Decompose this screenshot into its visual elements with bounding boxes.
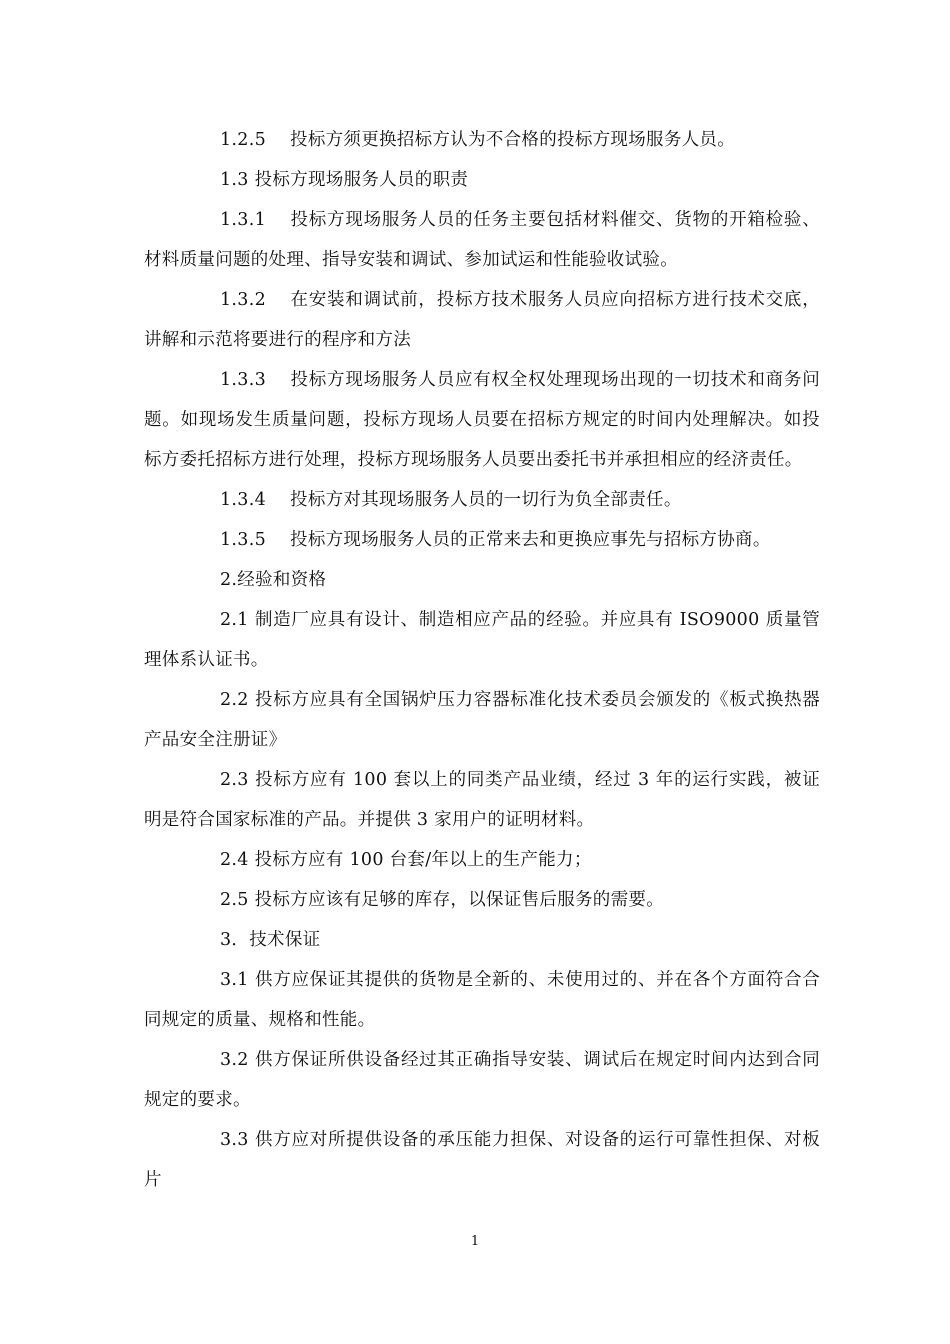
paragraph-p-2-1 — [144, 600, 820, 680]
section-number: 2.4 — [220, 850, 249, 870]
document-body — [144, 120, 820, 1200]
paragraph-p-3-1 — [144, 960, 820, 1040]
paragraph-text: 经验和资格 — [237, 570, 327, 590]
paragraph-p-3 — [144, 920, 820, 960]
section-number: 2. — [220, 570, 238, 590]
section-number: 1.3.4 — [220, 490, 267, 510]
paragraph-p-3-2 — [144, 1040, 820, 1120]
section-number: 2.2 — [220, 690, 249, 710]
paragraph-text: 投标方应具有全国锅炉压力容器标准化技术委员会颁发的《板式换热器产品安全注册证》 — [144, 690, 820, 750]
paragraph-p-1-3-5 — [144, 520, 820, 560]
section-number: 1.2.5 — [220, 130, 267, 150]
paragraph-text: 供方应对所提供设备的承压能力担保、对设备的运行可靠性担保、对板片 — [144, 1130, 820, 1190]
paragraph-text: 投标方现场服务人员的职责 — [248, 170, 469, 190]
paragraph-text: 投标方现场服务人员应有权全权处理现场出现的一切技术和商务问题。如现场发生质量问题，投标方现场人员要在招标方规定的时间内处理解决。如投标方委托招标方进行处理，投标方现场服务人员要出委托书并承担相应的经济责任。 — [144, 370, 820, 470]
paragraph-p-2-4 — [144, 840, 820, 880]
page-number: 1 — [470, 1234, 480, 1249]
section-number: 1.3.2 — [220, 290, 267, 310]
paragraph-text: 制造厂应具有设计、制造相应产品的经验。并应具有 ISO9000 质量管理体系认证书。 — [144, 610, 820, 670]
paragraph-p-2-3 — [144, 760, 820, 840]
paragraph-p-1-2-5 — [144, 120, 820, 160]
section-number: 2.1 — [220, 610, 249, 630]
section-number: 3.3 — [220, 1130, 249, 1150]
paragraph-text: 投标方对其现场服务人员的一切行为负全部责任。 — [290, 490, 682, 510]
paragraph-text: 投标方现场服务人员的任务主要包括材料催交、货物的开箱检验、材料质量问题的处理、指导安装和调试、参加试运和性能验收试验。 — [144, 210, 820, 270]
paragraph-text: 供方应保证其提供的货物是全新的、未使用过的、并在各个方面符合合同规定的质量、规格和性能。 — [144, 970, 820, 1030]
paragraph-p-1-3 — [144, 160, 820, 200]
paragraph-p-1-3-1 — [144, 200, 820, 280]
paragraph-p-2-5 — [144, 880, 820, 920]
section-number: 3． — [220, 930, 250, 950]
paragraph-p-2-2 — [144, 680, 820, 760]
paragraph-p-2 — [144, 560, 820, 600]
paragraph-text: 投标方现场服务人员的正常来去和更换应事先与招标方协商。 — [290, 530, 771, 550]
section-number: 1.3.3 — [220, 370, 267, 390]
paragraph-p-1-3-3 — [144, 360, 820, 480]
paragraph-text: 投标方应有 100 套以上的同类产品业绩，经过 3 年的运行实践，被证明是符合国家标准的产品。并提供 3 家用户的证明材料。 — [144, 770, 820, 830]
paragraph-text: 投标方应有 100 台套/年以上的生产能力； — [248, 850, 592, 870]
paragraph-text: 供方保证所供设备经过其正确指导安装、调试后在规定时间内达到合同规定的要求。 — [144, 1050, 820, 1110]
paragraph-text: 投标方须更换招标方认为不合格的投标方现场服务人员。 — [290, 130, 736, 150]
section-number: 3.2 — [220, 1050, 249, 1070]
paragraph-text: 投标方应该有足够的库存，以保证售后服务的需要。 — [248, 890, 664, 910]
section-number: 2.5 — [220, 890, 249, 910]
paragraph-p-1-3-4 — [144, 480, 820, 520]
paragraph-text: 在安装和调试前，投标方技术服务人员应向招标方进行技术交底，讲解和示范将要进行的程序和方法 — [144, 290, 820, 350]
section-number: 3.1 — [220, 970, 249, 990]
section-number: 1.3 — [220, 170, 249, 190]
paragraph-p-3-3 — [144, 1120, 820, 1200]
section-number: 1.3.1 — [220, 210, 267, 230]
paragraph-text: 技术保证 — [249, 930, 321, 950]
section-number: 1.3.5 — [220, 530, 267, 550]
paragraph-p-1-3-2 — [144, 280, 820, 360]
section-number: 2.3 — [220, 770, 249, 790]
